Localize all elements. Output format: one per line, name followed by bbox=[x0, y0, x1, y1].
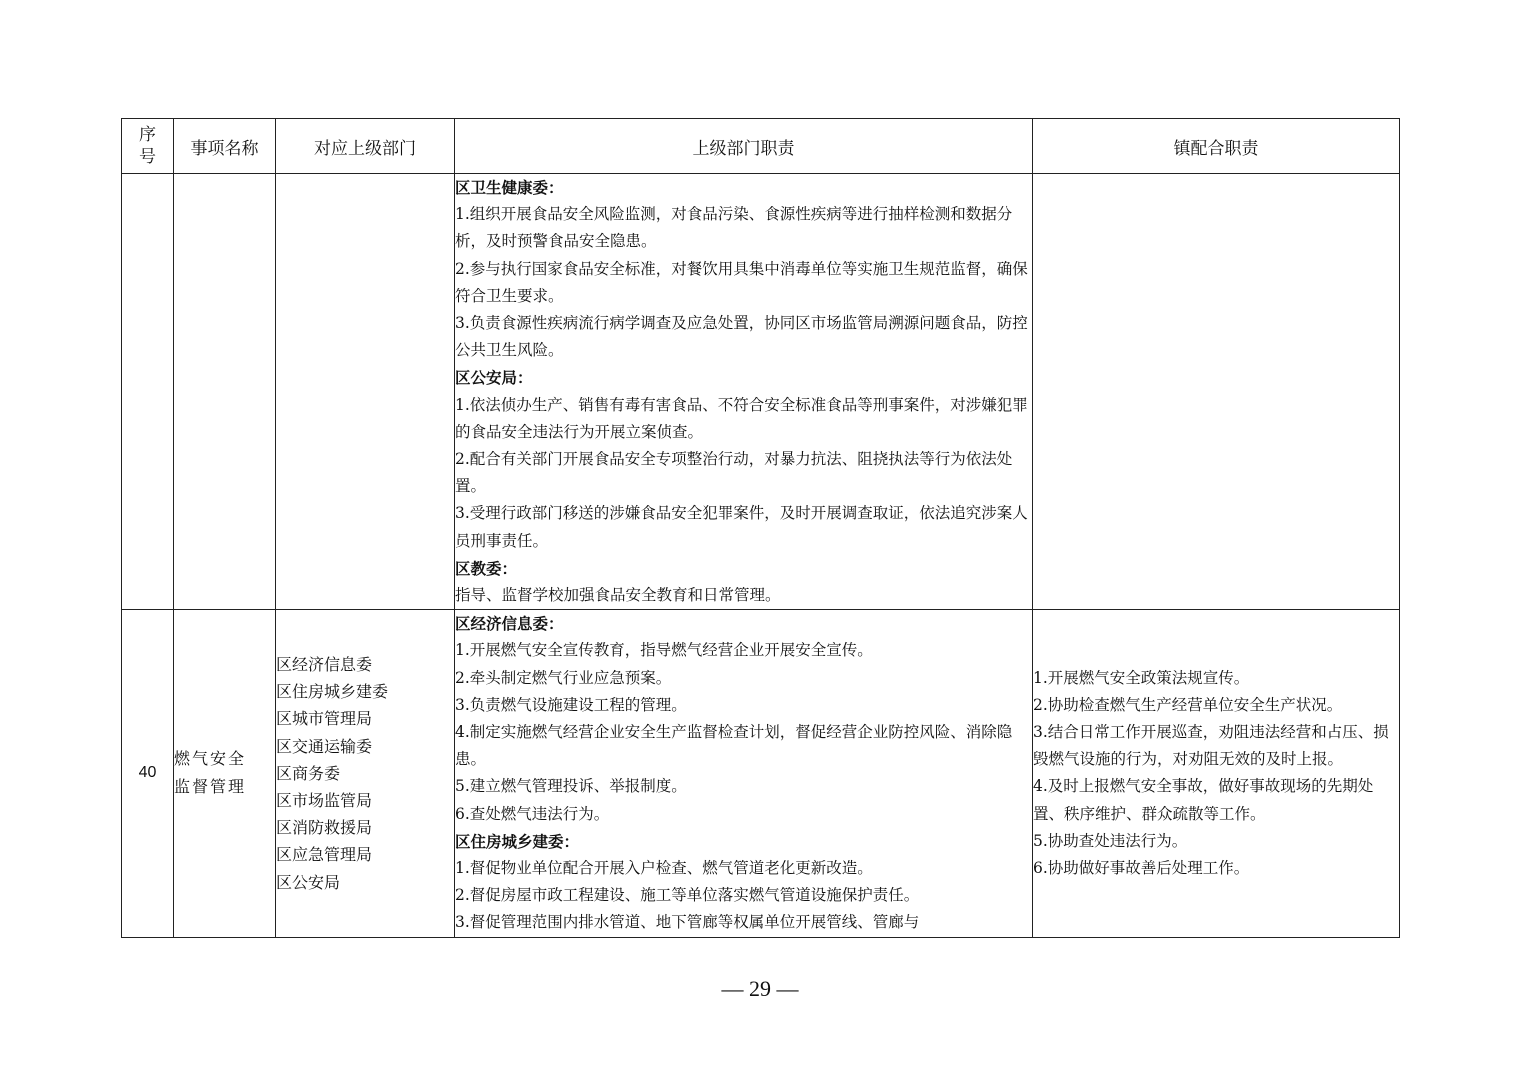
duty-line: 3.督促管理范围内排水管道、地下管廊等权属单位开展管线、管廊与 bbox=[455, 913, 920, 932]
duty-line: 2.督促房屋市政工程建设、施工等单位落实燃气管道设施保护责任。 bbox=[455, 886, 920, 905]
duty-line: 1.督促物业单位配合开展入户检查、燃气管道老化更新改造。 bbox=[455, 859, 873, 878]
item-cell bbox=[174, 174, 276, 610]
town-duty-line: 1.开展燃气安全政策法规宣传。 bbox=[1033, 668, 1250, 687]
duty-line: 2.配合有关部门开展食品安全专项整治行动，对暴力抗法、阻挠执法等行为依法处置。 bbox=[455, 450, 1013, 496]
duty-cell bbox=[455, 610, 1033, 937]
town-duty-cell bbox=[1033, 610, 1400, 937]
dept-name: 区公安局 bbox=[276, 872, 341, 892]
header-dept: 对应上级部门 bbox=[276, 119, 455, 174]
dept-name: 区应急管理局 bbox=[276, 845, 373, 865]
table-header-row bbox=[122, 119, 1400, 174]
dept-cell bbox=[276, 174, 455, 610]
dept-name: 区经济信息委 bbox=[276, 655, 373, 675]
duty-line: 3.负责燃气设施建设工程的管理。 bbox=[455, 695, 687, 714]
seq-cell: 40 bbox=[122, 610, 174, 937]
responsibility-table bbox=[121, 118, 1400, 938]
duty-line: 2.牵头制定燃气行业应急预案。 bbox=[455, 668, 672, 687]
dept-name: 区城市管理局 bbox=[276, 709, 373, 729]
item-cell bbox=[174, 610, 276, 937]
town-duty-line: 5.协助查处违法行为。 bbox=[1033, 831, 1188, 850]
duty-line: 4.制定实施燃气经营企业安全生产监督检查计划，督促经营企业防控风险、消除隐患。 bbox=[455, 723, 1013, 769]
town-duty-cell bbox=[1033, 174, 1400, 610]
dept-name: 区市场监管局 bbox=[276, 791, 373, 811]
header-seq: 序 号 bbox=[122, 119, 174, 174]
table-row-40 bbox=[122, 610, 1400, 937]
item-name-line: 监督管理 bbox=[174, 777, 247, 797]
town-duty-line: 4.及时上报燃气安全事故，做好事故现场的先期处置、秩序维护、群众疏散等工作。 bbox=[1033, 777, 1374, 823]
dept-name: 区交通运输委 bbox=[276, 736, 373, 756]
dept-heading: 区公安局： bbox=[455, 368, 533, 388]
dept-heading: 区经济信息委： bbox=[455, 614, 564, 634]
header-item-name: 事项名称 bbox=[174, 119, 276, 174]
page-number: — 29 — bbox=[721, 976, 799, 1001]
dept-name: 区消防救援局 bbox=[276, 818, 373, 838]
dept-heading: 区卫生健康委： bbox=[455, 178, 564, 197]
duty-line: 5.建立燃气管理投诉、举报制度。 bbox=[455, 777, 687, 796]
header-duty: 上级部门职责 bbox=[455, 119, 1033, 174]
dept-heading: 区住房城乡建委： bbox=[455, 831, 580, 851]
duty-line: 3.负责食源性疾病流行病学调查及应急处置，协同区市场监管局溯源问题食品，防控公共卫生风险。 bbox=[455, 314, 1028, 360]
header-town-duty: 镇配合职责 bbox=[1033, 119, 1400, 174]
dept-cell bbox=[276, 610, 455, 937]
town-duty-line: 3.结合日常工作开展巡查，劝阻违法经营和占压、损毁燃气设施的行为，对劝阻无效的及时上报。 bbox=[1033, 723, 1389, 769]
duty-line: 指导、监督学校加强食品安全教育和日常管理。 bbox=[455, 586, 781, 605]
duty-line: 1.组织开展食品安全风险监测，对食品污染、食源性疾病等进行抽样检测和数据分析，及时预警食品安全隐患。 bbox=[455, 205, 1013, 251]
duty-line: 2.参与执行国家食品安全标准，对餐饮用具集中消毒单位等实施卫生规范监督，确保符合卫生要求。 bbox=[455, 259, 1028, 305]
duty-line: 6.查处燃气违法行为。 bbox=[455, 804, 610, 823]
seq-cell bbox=[122, 174, 174, 610]
item-name-line: 燃气安全 bbox=[174, 749, 247, 769]
duty-line: 1.依法侦办生产、销售有毒有害食品、不符合安全标准食品等刑事案件，对涉嫌犯罪的食品安全违法行为开展立案侦查。 bbox=[455, 395, 1028, 441]
dept-heading: 区教委： bbox=[455, 558, 518, 578]
duty-line: 1.开展燃气安全宣传教育，指导燃气经营企业开展安全宣传。 bbox=[455, 641, 873, 660]
dept-name: 区住房城乡建委 bbox=[276, 682, 389, 702]
dept-name: 区商务委 bbox=[276, 763, 341, 783]
table-row-continued bbox=[122, 174, 1400, 610]
town-duty-line: 2.协助检查燃气生产经营单位安全生产状况。 bbox=[1033, 695, 1343, 714]
duty-cell bbox=[455, 174, 1033, 610]
town-duty-line: 6.协助做好事故善后处理工作。 bbox=[1033, 859, 1250, 878]
duty-line: 3.受理行政部门移送的涉嫌食品安全犯罪案件，及时开展调查取证，依法追究涉案人员刑事责任。 bbox=[455, 504, 1028, 550]
